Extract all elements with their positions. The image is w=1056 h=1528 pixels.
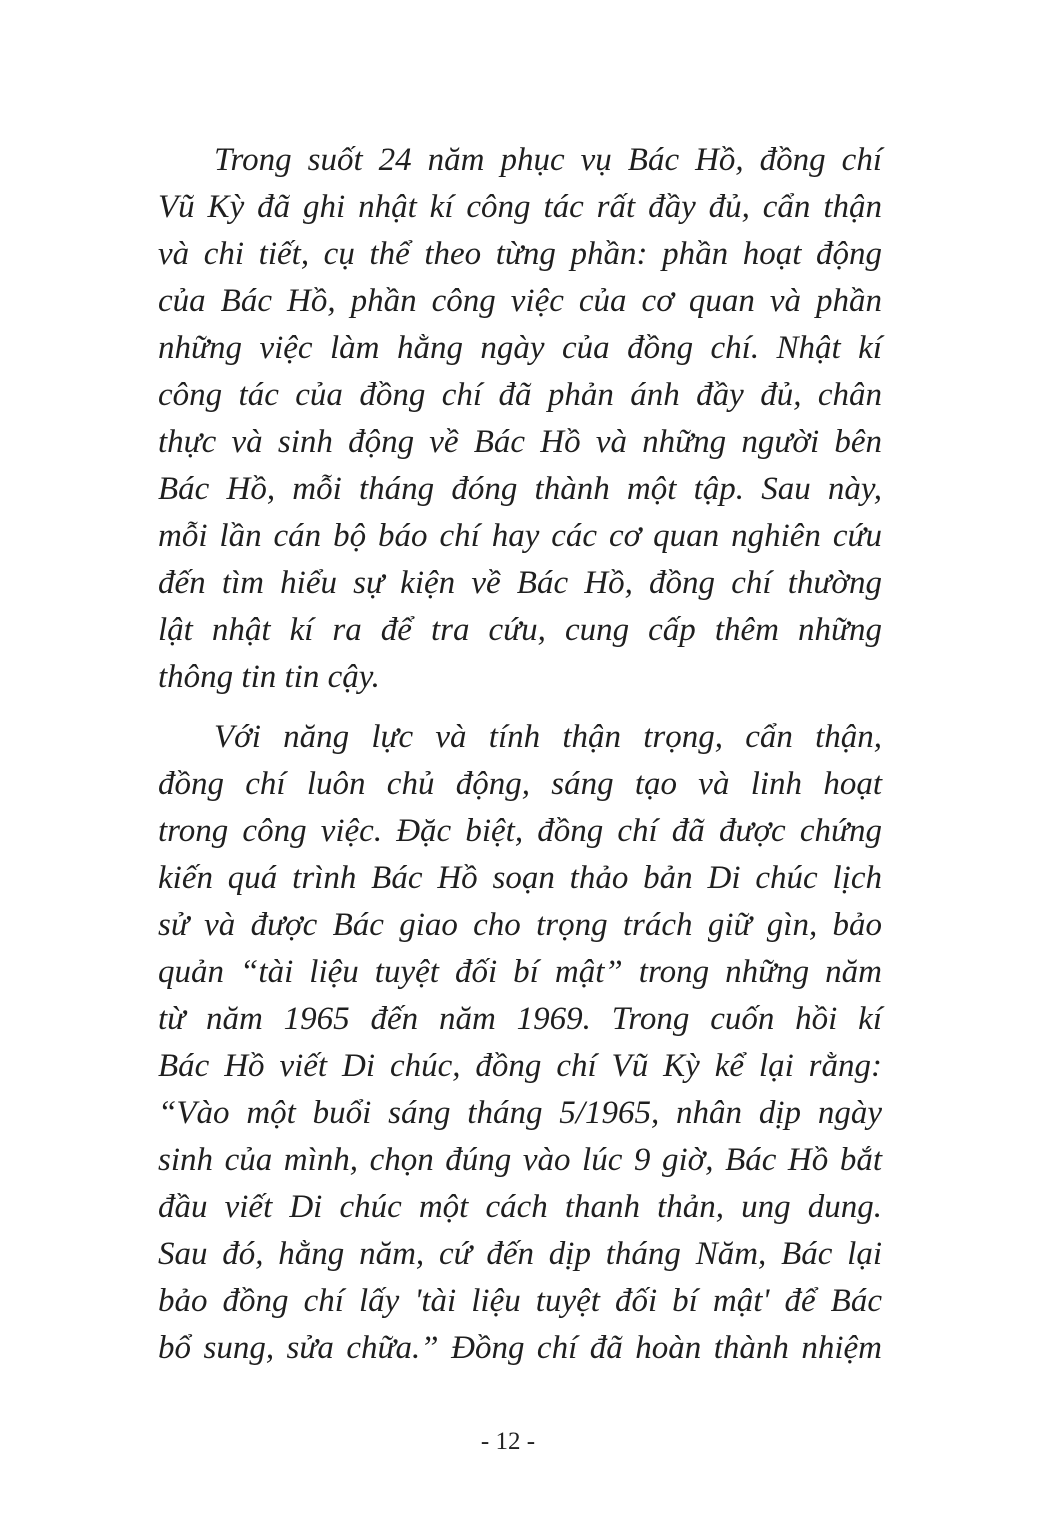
text-line: Sau đó, hằng năm, cứ đến dịp tháng Năm, Bác lại [158,1236,882,1272]
text-line: đồng chí luôn chủ động, sáng tạo và linh hoạt [158,766,882,802]
text-line: kiến quá trình Bác Hồ soạn thảo bản Di chúc lịch [158,860,882,896]
text-line: Với năng lực và tính thận trọng, cẩn thận, [214,719,882,755]
text-line: Trong suốt 24 năm phục vụ Bác Hồ, đồng chí [214,142,882,178]
paragraph [158,714,882,1372]
text-line: những việc làm hằng ngày của đồng chí. Nhật kí [158,330,882,366]
text-line: thông tin tin cậy. [158,659,380,695]
body-text [158,137,882,1385]
text-line: Vũ Kỳ đã ghi nhật kí công tác rất đầy đủ, cẩn thận [158,189,882,225]
text-line: công tác của đồng chí đã phản ánh đầy đủ, chân [158,377,882,413]
text-line: quản “tài liệu tuyệt đối bí mật” trong những năm [158,954,882,990]
paragraph [158,137,882,701]
text-line: bảo đồng chí lấy 'tài liệu tuyệt đối bí mật' để Bác [158,1283,882,1319]
text-line: Bác Hồ, mỗi tháng đóng thành một tập. Sau này, [158,471,882,507]
text-line: “Vào một buổi sáng tháng 5/1965, nhân dịp ngày [158,1095,882,1131]
text-line: Bác Hồ viết Di chúc, đồng chí Vũ Kỳ kể lại rằng: [158,1048,882,1084]
text-line: sử và được Bác giao cho trọng trách giữ gìn, bảo [158,907,882,943]
text-line: từ năm 1965 đến năm 1969. Trong cuốn hồi kí [158,1001,882,1037]
text-line: lật nhật kí ra để tra cứu, cung cấp thêm những [158,612,882,648]
text-line: của Bác Hồ, phần công việc của cơ quan và phần [158,283,882,319]
text-line: đầu viết Di chúc một cách thanh thản, ung dung. [158,1189,882,1225]
text-line: mỗi lần cán bộ báo chí hay các cơ quan nghiên cứu [158,518,882,554]
text-line: và chi tiết, cụ thể theo từng phần: phần hoạt động [158,236,882,272]
text-line: bổ sung, sửa chữa.” Đồng chí đã hoàn thành nhiệm [158,1330,882,1366]
text-line: đến tìm hiểu sự kiện về Bác Hồ, đồng chí thường [158,565,882,601]
text-line: thực và sinh động về Bác Hồ và những người bên [158,424,882,460]
page-number: - 12 - [480,1428,536,1455]
text-line: trong công việc. Đặc biệt, đồng chí đã được chứng [158,813,882,849]
text-line: sinh của mình, chọn đúng vào lúc 9 giờ, Bác Hồ bắt [158,1142,882,1178]
